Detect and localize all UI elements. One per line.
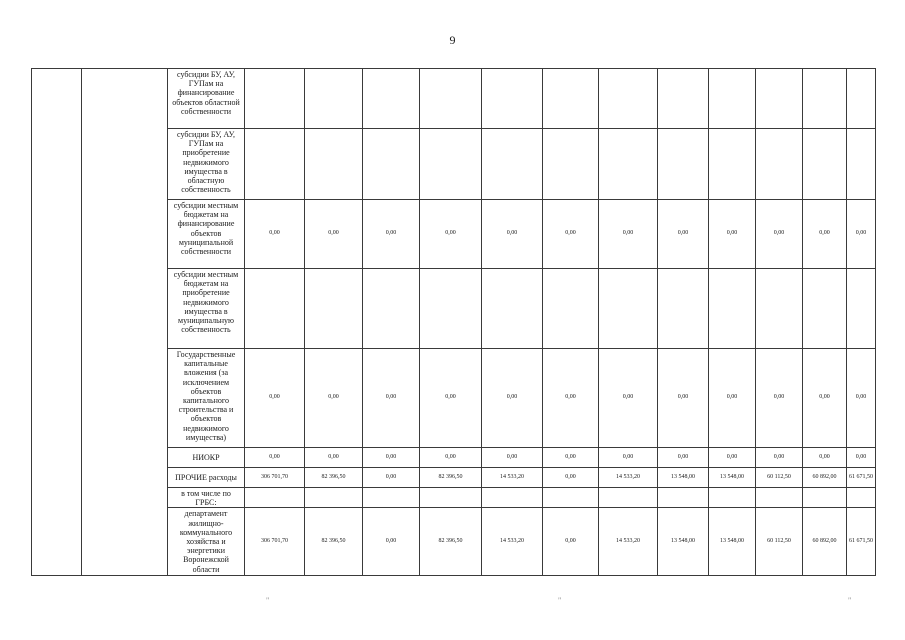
value-cell: 0,00 [803,200,847,269]
row-label: субсидии БУ, АУ, ГУПам на финансирование объектов областной собственности [168,69,245,129]
value-cell: 0,00 [363,349,420,448]
value-cell [420,488,482,508]
value-cell: 0,00 [305,349,363,448]
value-cell [658,488,709,508]
value-cell [709,269,756,349]
value-cell [420,69,482,129]
value-cell [482,488,543,508]
value-cell: 0,00 [543,468,599,488]
value-cell [847,269,876,349]
value-cell [709,488,756,508]
value-cell [543,69,599,129]
value-cell: 0,00 [756,349,803,448]
value-cell: 82 396,50 [420,468,482,488]
value-cell: 82 396,50 [305,508,363,576]
page-number: 9 [449,33,456,47]
value-cell [245,129,305,200]
value-cell: 0,00 [599,349,658,448]
value-cell [756,69,803,129]
scan-mark-center: " [558,596,562,605]
value-cell: 13 548,00 [709,508,756,576]
value-cell [363,129,420,200]
value-cell: 0,00 [803,349,847,448]
value-cell [245,488,305,508]
value-cell: 0,00 [847,349,876,448]
row-label: субсидии БУ, АУ, ГУПам на приобретение недвижимого имущества в областную собственность [168,129,245,200]
value-cell: 0,00 [543,200,599,269]
value-cell: 82 396,50 [420,508,482,576]
scan-mark-right: " [848,596,852,605]
value-cell: 0,00 [658,448,709,468]
value-cell [803,488,847,508]
value-cell: 306 701,70 [245,468,305,488]
value-cell: 0,00 [756,200,803,269]
value-cell: 0,00 [305,200,363,269]
value-cell: 0,00 [847,448,876,468]
value-cell [543,129,599,200]
table-body [32,69,876,576]
value-cell [482,69,543,129]
value-cell: 61 671,50 [847,468,876,488]
value-cell: 0,00 [420,448,482,468]
value-cell [709,69,756,129]
program-name-cell [82,69,168,576]
value-cell [847,69,876,129]
value-cell: 0,00 [482,448,543,468]
value-cell: 13 548,00 [658,508,709,576]
value-cell [305,269,363,349]
value-cell: 0,00 [709,200,756,269]
value-cell: 0,00 [420,349,482,448]
value-cell: 0,00 [543,448,599,468]
value-cell: 0,00 [847,200,876,269]
row-label: Государственные капитальные вложения (за исключением объектов капитального строительства и объектов недвижимого имущества) [168,349,245,448]
row-label: в том числе по ГРБС: [168,488,245,508]
value-cell [599,129,658,200]
row-label: департамент жилищно-коммунального хозяйства и энергетики Воронежской области [168,508,245,576]
value-cell [363,69,420,129]
value-cell [599,488,658,508]
value-cell: 14 533,20 [599,468,658,488]
value-cell: 0,00 [482,349,543,448]
value-cell [543,269,599,349]
value-cell: 0,00 [245,349,305,448]
value-cell [803,269,847,349]
value-cell: 13 548,00 [709,468,756,488]
value-cell: 0,00 [245,200,305,269]
value-cell [482,129,543,200]
value-cell: 306 701,70 [245,508,305,576]
value-cell: 0,00 [543,508,599,576]
row-label: НИОКР [168,448,245,468]
value-cell: 60 892,00 [803,508,847,576]
value-cell: 0,00 [245,448,305,468]
value-cell [420,269,482,349]
value-cell [363,488,420,508]
row-label: ПРОЧИЕ расходы [168,468,245,488]
value-cell [658,69,709,129]
value-cell [599,69,658,129]
value-cell [709,129,756,200]
value-cell: 0,00 [420,200,482,269]
value-cell [305,129,363,200]
value-cell [847,488,876,508]
value-cell [599,269,658,349]
row-label: субсидии местным бюджетам на финансирование объектов муниципальной собственности [168,200,245,269]
value-cell [245,269,305,349]
value-cell: 0,00 [482,200,543,269]
value-cell [756,129,803,200]
value-cell: 0,00 [599,200,658,269]
value-cell: 14 533,20 [482,508,543,576]
budget-table [31,68,876,576]
value-cell: 0,00 [599,448,658,468]
value-cell: 0,00 [658,349,709,448]
value-cell [756,269,803,349]
value-cell: 0,00 [803,448,847,468]
value-cell: 0,00 [658,200,709,269]
table-row [32,69,876,129]
value-cell: 0,00 [363,200,420,269]
value-cell: 0,00 [363,468,420,488]
value-cell: 60 892,00 [803,468,847,488]
value-cell: 60 112,50 [756,468,803,488]
value-cell: 14 533,20 [599,508,658,576]
value-cell: 0,00 [756,448,803,468]
scan-mark-left: " [266,596,270,605]
value-cell: 0,00 [709,448,756,468]
value-cell: 0,00 [543,349,599,448]
value-cell [363,269,420,349]
value-cell: 61 671,50 [847,508,876,576]
value-cell: 82 396,50 [305,468,363,488]
value-cell: 0,00 [363,508,420,576]
value-cell [847,129,876,200]
value-cell: 60 112,50 [756,508,803,576]
number-column-cell [32,69,82,576]
value-cell [658,269,709,349]
value-cell [803,69,847,129]
value-cell: 0,00 [305,448,363,468]
value-cell: 0,00 [363,448,420,468]
value-cell: 14 533,20 [482,468,543,488]
value-cell [305,69,363,129]
value-cell [658,129,709,200]
value-cell [305,488,363,508]
value-cell [420,129,482,200]
row-label: субсидии местным бюджетам на приобретение недвижимого имущества в муниципальную собственность [168,269,245,349]
value-cell: 0,00 [709,349,756,448]
value-cell [245,69,305,129]
value-cell [482,269,543,349]
value-cell [543,488,599,508]
value-cell [803,129,847,200]
value-cell: 13 548,00 [658,468,709,488]
value-cell [756,488,803,508]
